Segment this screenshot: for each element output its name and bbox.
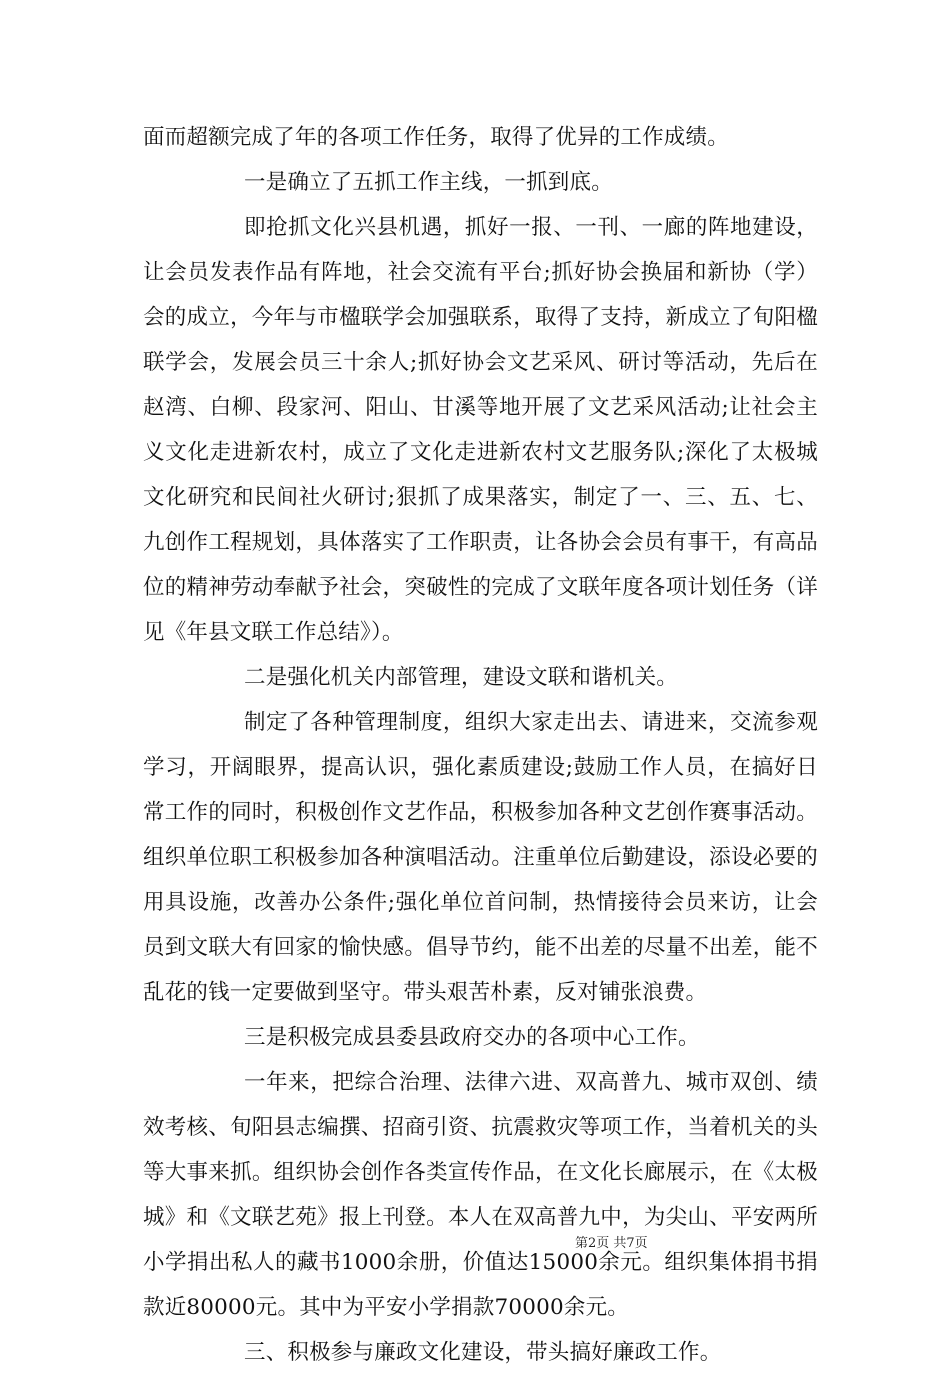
paragraph-1: 面而超额完成了年的各项工作任务，取得了优异的工作成绩。	[143, 125, 729, 150]
paragraph-4-heading: 二是强化机关内部管理，建设文联和谐机关。	[244, 665, 679, 690]
paragraph-6-heading: 三是积极完成县委县政府交办的各项中心工作。	[244, 1025, 700, 1050]
paragraph-3: 即抢抓文化兴县机遇，抓好一报、一刊、一廊的阵地建设，让会员发表作品有阵地，社会交流有平台;抓好协会换届和新协（学）会的成立，今年与市楹联学会加强联系，取得了支持，新成立了旬阳楹联学会，发展会员三十余人;抓好协会文艺采风、研讨等活动，先后在赵湾、白柳、段家河、阳山、甘溪等地开展了文艺采风活动;让社会主义文化走进新农村，成立了文化走进新农村文艺服务队;深化了太极城文化研究和民间社火研讨;狠抓了成果落实，制定了一、三、五、七、九创作工程规划，具体落实了工作职责，让各协会会员有事干，有高品位的精神劳动奉献予社会，突破性的完成了文联年度各项计划任务（详见《年县文联工作总结》）。	[143, 215, 818, 645]
document-body	[143, 115, 818, 1375]
paragraph-2-heading: 一是确立了五抓工作主线，一抓到底。	[244, 170, 613, 195]
paragraph-5: 制定了各种管理制度，组织大家走出去、请进来，交流参观学习，开阔眼界，提高认识，强化素质建设;鼓励工作人员，在搞好日常工作的同时，积极创作文艺作品，积极参加各种文艺创作赛事活动。组织单位职工积极参加各种演唱活动。注重单位后勤建设，添设必要的用具设施，改善办公条件;强化单位首问制，热情接待会员来访，让会员到文联大有回家的愉快感。倡导节约，能不出差的尽量不出差，能不乱花的钱一定要做到坚守。带头艰苦朴素，反对铺张浪费。	[143, 710, 818, 1005]
paragraph-7: 一年来，把综合治理、法律六进、双高普九、城市双创、绩效考核、旬阳县志编撰、招商引资、抗震救灾等项工作，当着机关的头等大事来抓。组织协会创作各类宣传作品，在文化长廊展示，在《太极城》和《文联艺苑》报上刊登。本人在双高普九中，为尖山、平安两所小学捐出私人的藏书1000余册，价值达15000余元。组织集体捐书捐款近80000元。其中为平安小学捐款70000余元。	[143, 1070, 818, 1320]
paragraph-8-heading: 三、积极参与廉政文化建设，带头搞好廉政工作。	[244, 1340, 722, 1365]
page-number-footer: 第2页 共7页	[575, 1236, 648, 1251]
